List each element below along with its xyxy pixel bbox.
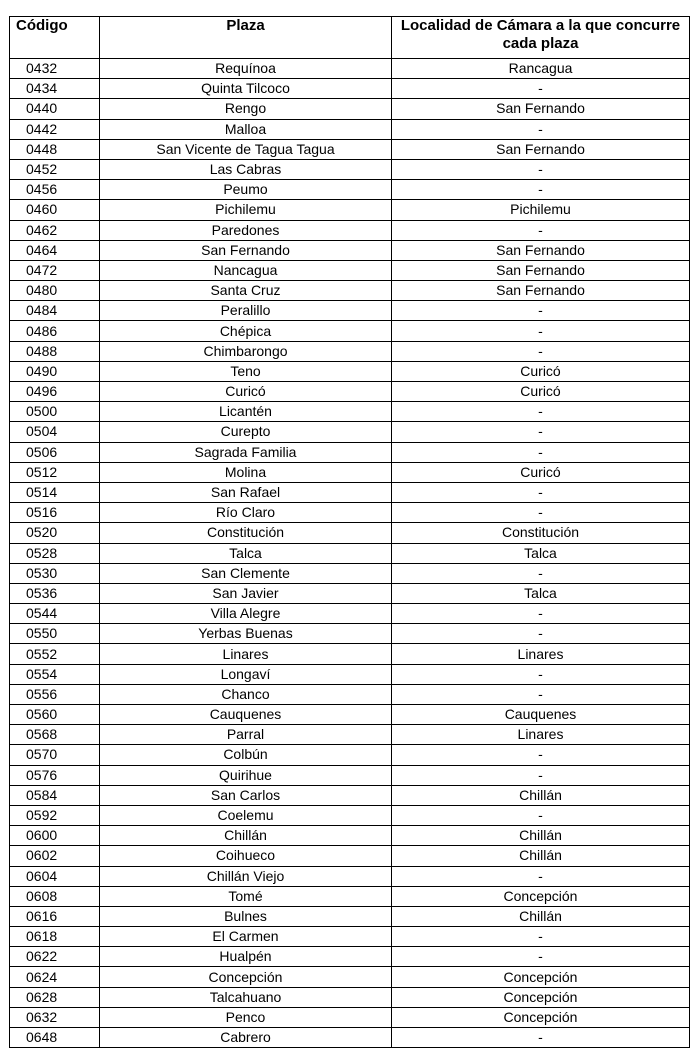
cell-codigo: 0632 (10, 1007, 100, 1027)
cell-plaza: Sagrada Familia (100, 442, 392, 462)
cell-plaza: San Javier (100, 583, 392, 603)
cell-plaza: San Fernando (100, 240, 392, 260)
cell-plaza: Paredones (100, 220, 392, 240)
cell-localidad: Chillán (392, 906, 690, 926)
cell-codigo: 0490 (10, 361, 100, 381)
table-row (10, 1007, 690, 1027)
cell-codigo: 0452 (10, 159, 100, 179)
cell-localidad: - (392, 624, 690, 644)
cell-plaza: Malloa (100, 119, 392, 139)
cell-codigo: 0440 (10, 99, 100, 119)
cell-plaza: El Carmen (100, 927, 392, 947)
cell-localidad: San Fernando (392, 240, 690, 260)
cell-localidad: - (392, 442, 690, 462)
table-row (10, 462, 690, 482)
cell-codigo: 0602 (10, 846, 100, 866)
cell-codigo: 0556 (10, 684, 100, 704)
cell-codigo: 0576 (10, 765, 100, 785)
cell-codigo: 0628 (10, 987, 100, 1007)
cell-plaza: Quirihue (100, 765, 392, 785)
cell-localidad: - (392, 927, 690, 947)
cell-localidad: Rancagua (392, 59, 690, 79)
cell-codigo: 0514 (10, 482, 100, 502)
cell-localidad: Concepción (392, 967, 690, 987)
cell-localidad: Talca (392, 543, 690, 563)
header-codigo: Código (10, 17, 100, 59)
table-row (10, 482, 690, 502)
table-row (10, 139, 690, 159)
cell-localidad: Concepción (392, 987, 690, 1007)
table-row (10, 705, 690, 725)
table-row (10, 260, 690, 280)
cell-localidad: Chillán (392, 846, 690, 866)
cell-codigo: 0488 (10, 341, 100, 361)
cell-localidad: Concepción (392, 1007, 690, 1027)
table-header (10, 17, 690, 59)
table-row (10, 987, 690, 1007)
table-row (10, 826, 690, 846)
cell-codigo: 0462 (10, 220, 100, 240)
cell-plaza: San Rafael (100, 482, 392, 502)
table-row (10, 180, 690, 200)
cell-codigo: 0550 (10, 624, 100, 644)
cell-plaza: Longaví (100, 664, 392, 684)
cell-plaza: Cabrero (100, 1028, 392, 1048)
cell-codigo: 0568 (10, 725, 100, 745)
cell-codigo: 0616 (10, 906, 100, 926)
cell-codigo: 0496 (10, 382, 100, 402)
table-row (10, 402, 690, 422)
cell-localidad: Cauquenes (392, 705, 690, 725)
cell-plaza: Molina (100, 462, 392, 482)
table-row (10, 886, 690, 906)
cell-plaza: Parral (100, 725, 392, 745)
cell-plaza: Yerbas Buenas (100, 624, 392, 644)
cell-localidad: Chillán (392, 785, 690, 805)
cell-localidad: - (392, 664, 690, 684)
cell-plaza: Chillán (100, 826, 392, 846)
table-row (10, 967, 690, 987)
table-row (10, 281, 690, 301)
cell-localidad: Curicó (392, 462, 690, 482)
cell-localidad: Linares (392, 725, 690, 745)
cell-localidad: - (392, 866, 690, 886)
cell-codigo: 0600 (10, 826, 100, 846)
cell-codigo: 0624 (10, 967, 100, 987)
table-row (10, 745, 690, 765)
cell-plaza: Pichilemu (100, 200, 392, 220)
cell-plaza: Curicó (100, 382, 392, 402)
table-row (10, 159, 690, 179)
table-row (10, 583, 690, 603)
cell-codigo: 0648 (10, 1028, 100, 1048)
cell-localidad: - (392, 341, 690, 361)
cell-codigo: 0592 (10, 805, 100, 825)
cell-codigo: 0456 (10, 180, 100, 200)
cell-localidad: - (392, 1028, 690, 1048)
cell-codigo: 0604 (10, 866, 100, 886)
table-row (10, 927, 690, 947)
cell-plaza: Coelemu (100, 805, 392, 825)
cell-localidad: - (392, 79, 690, 99)
cell-localidad: - (392, 301, 690, 321)
cell-codigo: 0544 (10, 604, 100, 624)
table-row (10, 200, 690, 220)
cell-plaza: Río Claro (100, 503, 392, 523)
table-row (10, 422, 690, 442)
table-row (10, 99, 690, 119)
cell-localidad: Linares (392, 644, 690, 664)
table-row (10, 119, 690, 139)
cell-codigo: 0554 (10, 664, 100, 684)
table-row (10, 301, 690, 321)
cell-localidad: - (392, 422, 690, 442)
table-row (10, 947, 690, 967)
cell-codigo: 0464 (10, 240, 100, 260)
table-row (10, 321, 690, 341)
cell-plaza: Bulnes (100, 906, 392, 926)
table-row (10, 240, 690, 260)
cell-localidad: Chillán (392, 826, 690, 846)
cell-localidad: - (392, 402, 690, 422)
table-row (10, 1028, 690, 1048)
cell-codigo: 0516 (10, 503, 100, 523)
cell-codigo: 0500 (10, 402, 100, 422)
cell-plaza: San Vicente de Tagua Tagua (100, 139, 392, 159)
table-row (10, 361, 690, 381)
table-row (10, 805, 690, 825)
cell-localidad: - (392, 503, 690, 523)
cell-localidad: Pichilemu (392, 200, 690, 220)
cell-plaza: Coihueco (100, 846, 392, 866)
cell-plaza: Penco (100, 1007, 392, 1027)
cell-plaza: Concepción (100, 967, 392, 987)
cell-codigo: 0622 (10, 947, 100, 967)
cell-codigo: 0560 (10, 705, 100, 725)
table-row (10, 785, 690, 805)
table-row (10, 866, 690, 886)
cell-localidad: - (392, 684, 690, 704)
cell-localidad: - (392, 604, 690, 624)
cell-plaza: San Clemente (100, 563, 392, 583)
cell-localidad: Concepción (392, 886, 690, 906)
table-body (10, 59, 690, 1048)
table-row (10, 503, 690, 523)
cell-localidad: - (392, 321, 690, 341)
table-row (10, 624, 690, 644)
cell-localidad: - (392, 220, 690, 240)
plazas-table (9, 16, 690, 1048)
cell-codigo: 0442 (10, 119, 100, 139)
cell-codigo: 0570 (10, 745, 100, 765)
cell-plaza: Santa Cruz (100, 281, 392, 301)
cell-codigo: 0484 (10, 301, 100, 321)
cell-plaza: Quinta Tilcoco (100, 79, 392, 99)
cell-localidad: - (392, 159, 690, 179)
table-row (10, 523, 690, 543)
table-row (10, 765, 690, 785)
cell-plaza: Chimbarongo (100, 341, 392, 361)
table-row (10, 442, 690, 462)
table-row (10, 220, 690, 240)
cell-localidad: Curicó (392, 382, 690, 402)
table-row (10, 543, 690, 563)
cell-localidad: - (392, 765, 690, 785)
cell-codigo: 0504 (10, 422, 100, 442)
cell-localidad: San Fernando (392, 139, 690, 159)
cell-localidad: - (392, 119, 690, 139)
cell-plaza: Linares (100, 644, 392, 664)
cell-codigo: 0486 (10, 321, 100, 341)
cell-codigo: 0480 (10, 281, 100, 301)
cell-plaza: Teno (100, 361, 392, 381)
cell-plaza: Talcahuano (100, 987, 392, 1007)
cell-plaza: Peumo (100, 180, 392, 200)
table-row (10, 79, 690, 99)
cell-localidad: Constitución (392, 523, 690, 543)
cell-localidad: - (392, 805, 690, 825)
cell-codigo: 0584 (10, 785, 100, 805)
cell-localidad: San Fernando (392, 260, 690, 280)
cell-localidad: Talca (392, 583, 690, 603)
cell-plaza: Talca (100, 543, 392, 563)
cell-localidad: - (392, 745, 690, 765)
cell-localidad: San Fernando (392, 281, 690, 301)
cell-localidad: - (392, 947, 690, 967)
cell-plaza: Chanco (100, 684, 392, 704)
cell-codigo: 0512 (10, 462, 100, 482)
cell-plaza: Cauquenes (100, 705, 392, 725)
table-row (10, 664, 690, 684)
cell-plaza: Peralillo (100, 301, 392, 321)
cell-codigo: 0528 (10, 543, 100, 563)
cell-codigo: 0432 (10, 59, 100, 79)
table-row (10, 59, 690, 79)
cell-plaza: Constitución (100, 523, 392, 543)
table-row (10, 341, 690, 361)
header-row (10, 17, 690, 59)
table-row (10, 644, 690, 664)
cell-plaza: Nancagua (100, 260, 392, 280)
cell-plaza: Hualpén (100, 947, 392, 967)
cell-codigo: 0536 (10, 583, 100, 603)
table-row (10, 846, 690, 866)
table-row (10, 604, 690, 624)
cell-plaza: Requínoa (100, 59, 392, 79)
cell-codigo: 0434 (10, 79, 100, 99)
table-row (10, 725, 690, 745)
cell-codigo: 0460 (10, 200, 100, 220)
cell-codigo: 0608 (10, 886, 100, 906)
cell-codigo: 0530 (10, 563, 100, 583)
cell-plaza: Chépica (100, 321, 392, 341)
header-plaza: Plaza (100, 17, 392, 59)
table-row (10, 906, 690, 926)
cell-plaza: Colbún (100, 745, 392, 765)
cell-plaza: Tomé (100, 886, 392, 906)
table-row (10, 382, 690, 402)
cell-plaza: Curepto (100, 422, 392, 442)
cell-localidad: Curicó (392, 361, 690, 381)
cell-plaza: Chillán Viejo (100, 866, 392, 886)
cell-codigo: 0520 (10, 523, 100, 543)
cell-plaza: Rengo (100, 99, 392, 119)
cell-localidad: - (392, 563, 690, 583)
table-row (10, 684, 690, 704)
cell-localidad: San Fernando (392, 99, 690, 119)
cell-localidad: - (392, 482, 690, 502)
cell-codigo: 0618 (10, 927, 100, 947)
header-localidad: Localidad de Cámara a la que concurre cada plaza (392, 17, 690, 59)
table-row (10, 563, 690, 583)
cell-codigo: 0448 (10, 139, 100, 159)
cell-codigo: 0552 (10, 644, 100, 664)
cell-plaza: Las Cabras (100, 159, 392, 179)
cell-plaza: Villa Alegre (100, 604, 392, 624)
cell-localidad: - (392, 180, 690, 200)
cell-codigo: 0506 (10, 442, 100, 462)
cell-plaza: San Carlos (100, 785, 392, 805)
cell-plaza: Licantén (100, 402, 392, 422)
cell-codigo: 0472 (10, 260, 100, 280)
